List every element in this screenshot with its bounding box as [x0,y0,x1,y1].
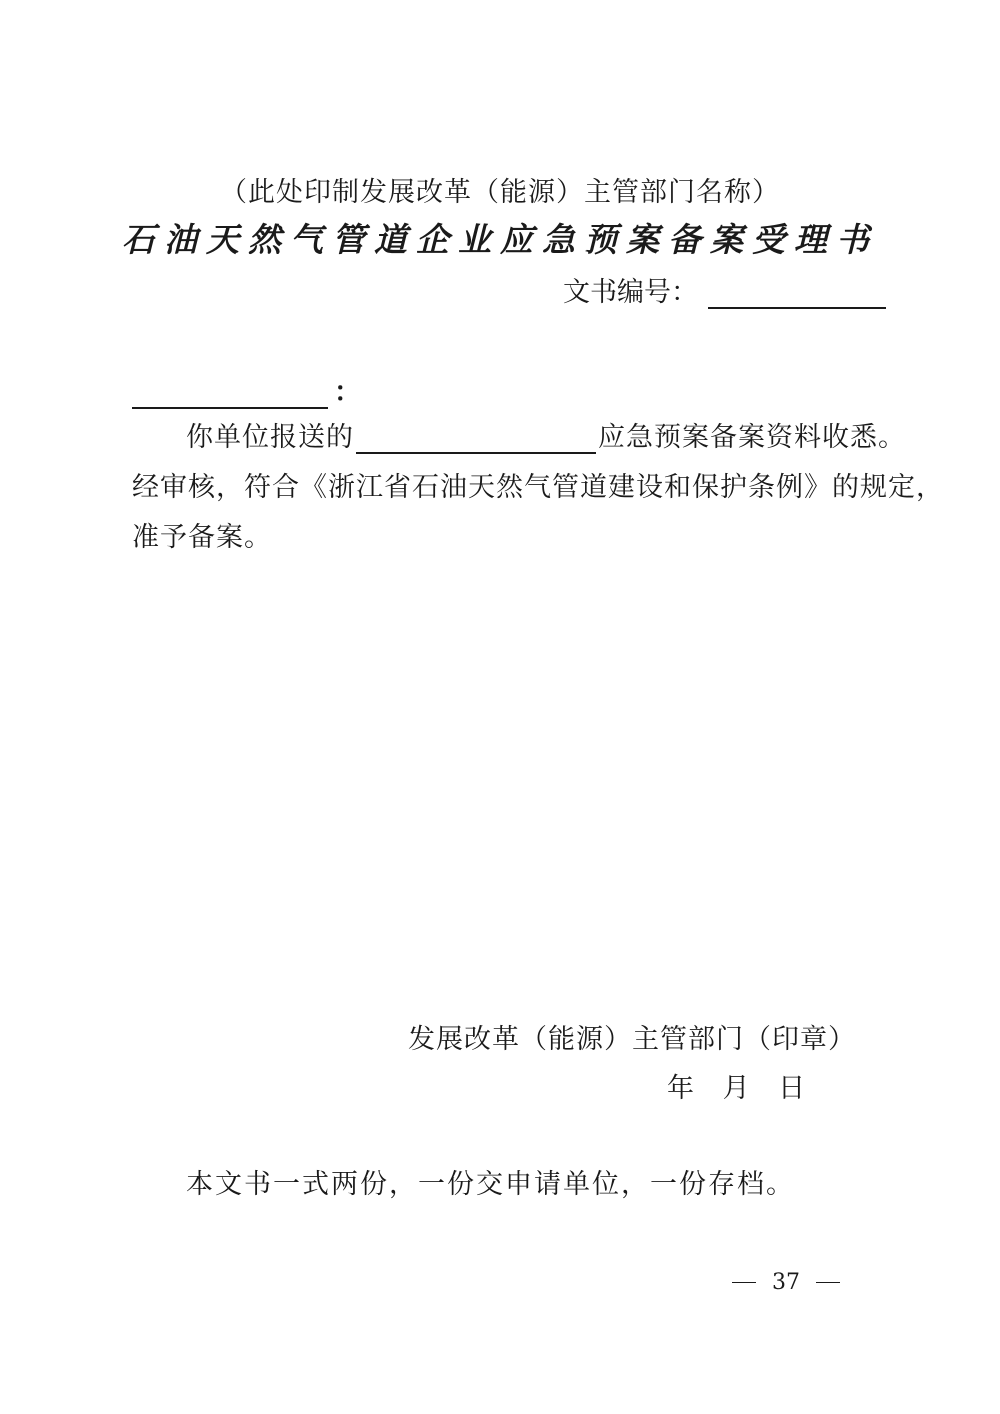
document-number-blank [708,281,886,309]
page-number: 37 [772,1270,800,1295]
footnote: 本文书一式两份，一份交申请单位，一份存档。 [186,1169,795,1200]
signature-department: 发展改革（能源）主管部门（印章） [408,1024,856,1055]
page-dash-right [816,1282,840,1283]
document-title: 石油天然气管道企业应急预案备案受理书 [122,220,878,259]
body-line-1-suffix: 应急预案备案资料收悉。 [598,422,906,453]
page-dash-left [732,1282,756,1283]
signature-date: 年 月 日 [667,1073,807,1104]
issuing-authority-note: （此处印制发展改革（能源）主管部门名称） [220,177,780,208]
body-line-1-prefix: 你单位报送的 [186,422,354,453]
body-line-3: 准予备案。 [132,522,272,553]
addressee-row [132,370,361,409]
plan-name-blank [356,426,596,454]
addressee-blank [132,381,328,409]
page-number-block [732,1270,840,1295]
body-line-1 [186,415,906,454]
document-number-label: 文书编号： [563,277,698,308]
addressee-colon: ： [334,377,361,408]
body-line-2: 经审核，符合《浙江省石油天然气管道建设和保护条例》的规定， [132,472,944,503]
document-number-row [563,270,886,309]
